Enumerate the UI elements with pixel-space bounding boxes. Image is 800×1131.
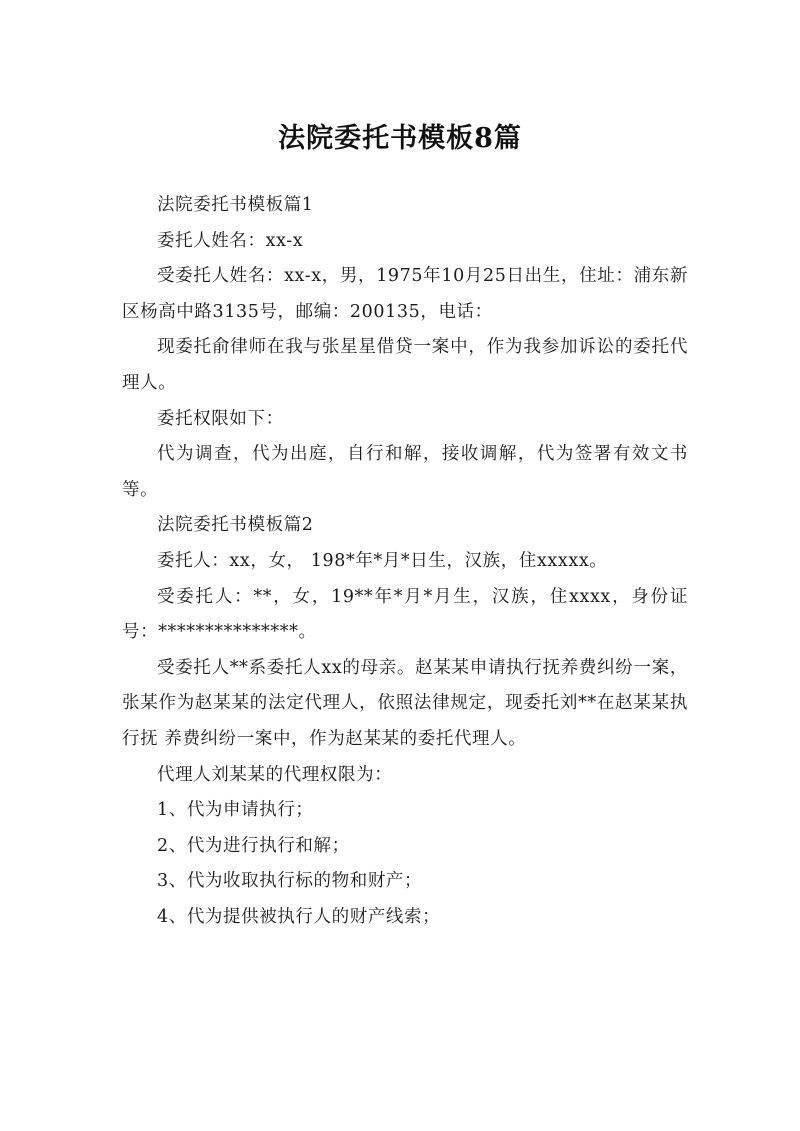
agent-info-paragraph: 受委托人姓名：xx-x，男，1975年10月25日出生，住址：浦东新区杨高中路3135号，邮编：200135，电话： bbox=[122, 266, 688, 322]
authority-heading: 委托权限如下： bbox=[157, 408, 284, 429]
authority-paragraph: 代为调查，代为出庭，自行和解，接收调解，代为签署有效文书等。 bbox=[122, 444, 688, 500]
list-item: 2、代为进行执行和解； bbox=[157, 835, 350, 856]
list-item: 1、代为申请执行； bbox=[157, 800, 314, 821]
list-item: 3、代为收取执行标的物和财产； bbox=[157, 871, 423, 892]
section-heading-1: 法院委托书模板篇1 bbox=[157, 195, 314, 215]
section-heading-2: 法院委托书模板篇2 bbox=[157, 515, 314, 536]
agency-scope-heading: 代理人刘某某的代理权限为： bbox=[157, 764, 393, 785]
principal-info-paragraph: 委托人：xx，女， 198*年*月*日生，汉族，住xxxxx。 bbox=[157, 550, 608, 571]
document-title: 法院委托书模板8篇 bbox=[278, 123, 522, 155]
agent-info-paragraph-2: 受委托人：**，女，19**年*月*月生，汉族，住xxxx，身份证号：***************。 bbox=[122, 586, 688, 643]
principal-name-line: 委托人姓名：xx-x bbox=[157, 230, 304, 251]
appointment-paragraph: 现委托俞律师在我与张星星借贷一案中，作为我参加诉讼的委托代理人。 bbox=[122, 337, 688, 393]
case-description-paragraph: 受委托人**系委托人xx的母亲。赵某某申请执行抚养费纠纷一案，张某作为赵某某的法定代理人，依照法律规定，现委托刘**在赵某某执行抚 养费纠纷一案中，作为赵某某的委托代理人。 bbox=[122, 657, 688, 749]
document-body bbox=[122, 188, 688, 935]
list-item: 4、代为提供被执行人的财产线索； bbox=[157, 906, 441, 927]
